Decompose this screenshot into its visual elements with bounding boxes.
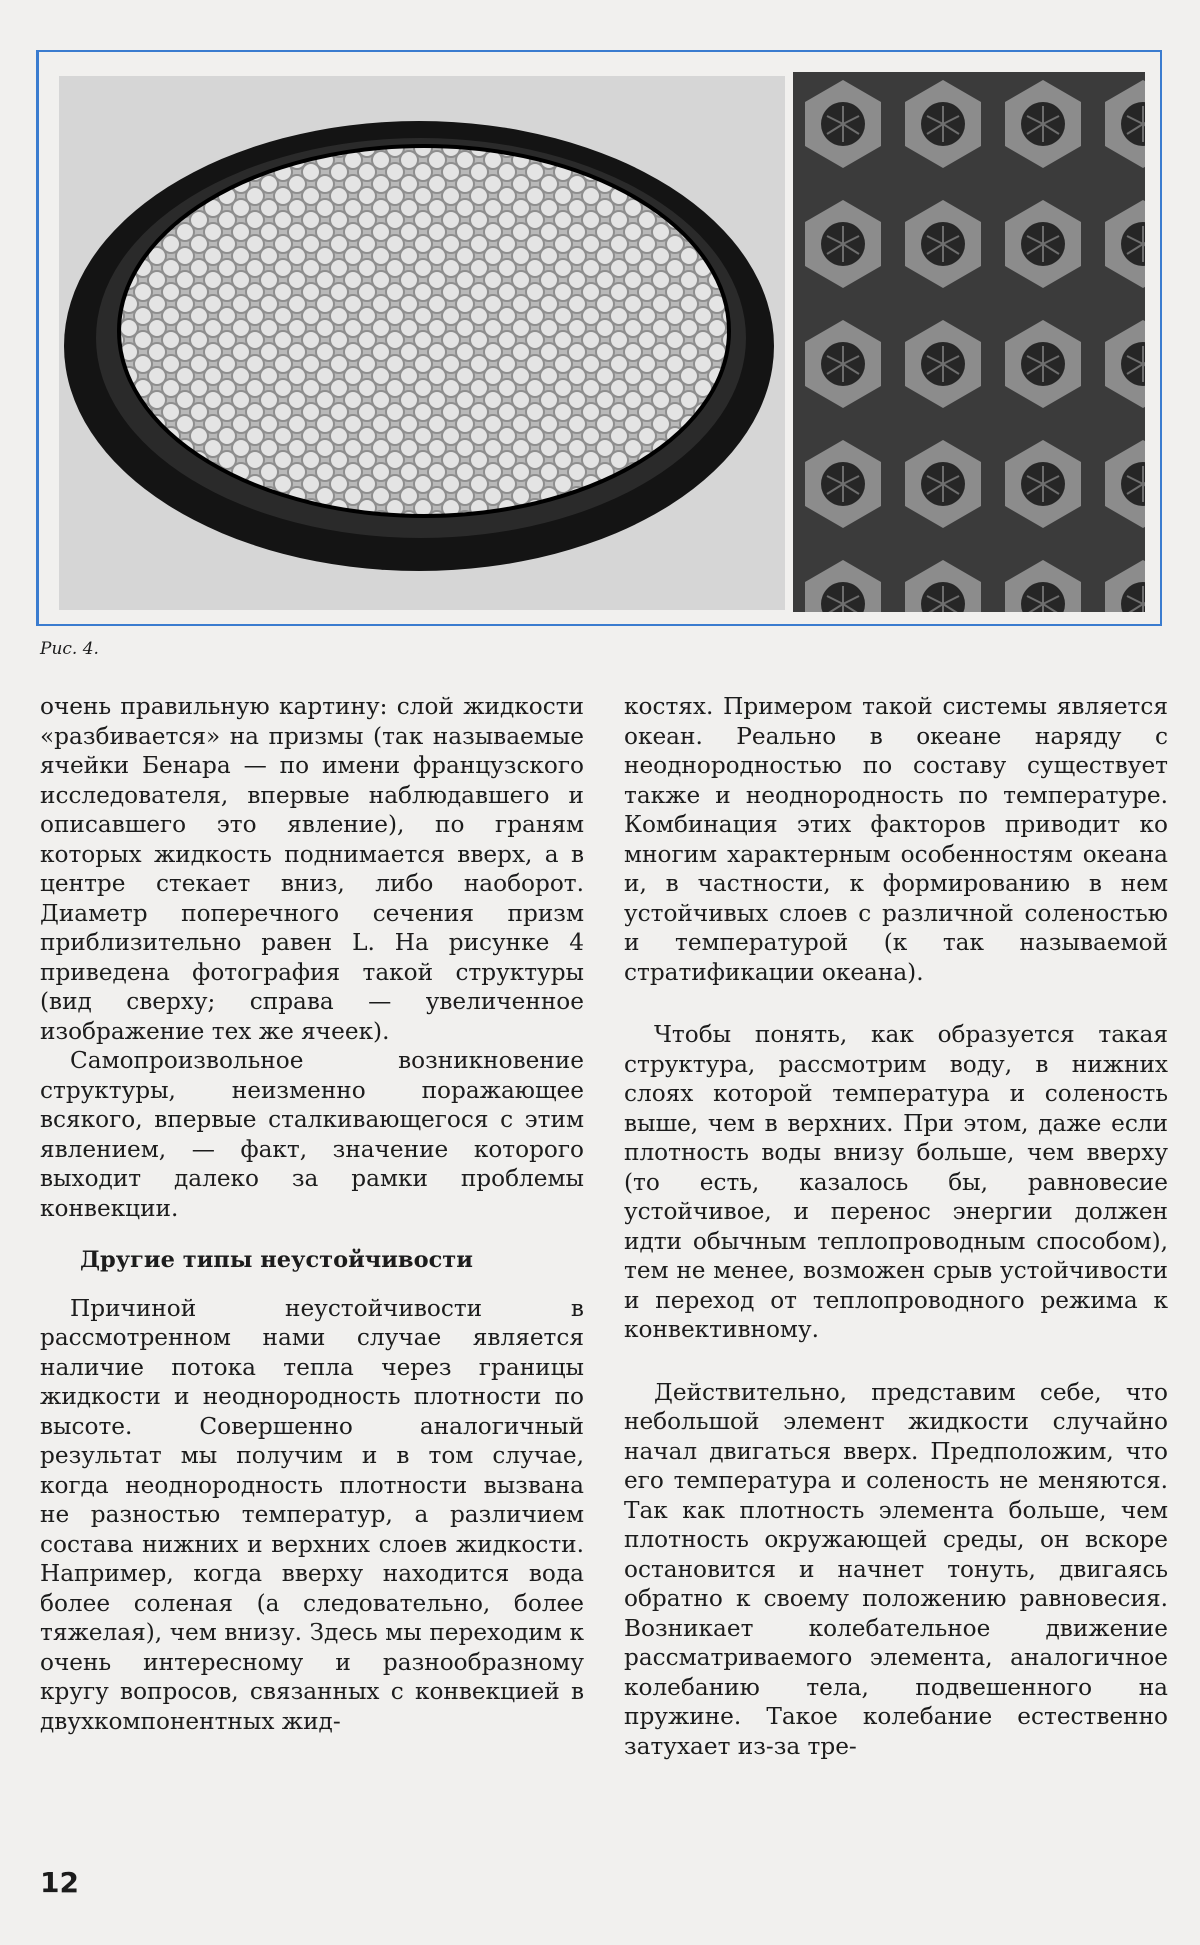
paragraph: костях. Примером такой системы является океан. Реально в океане наряду с неоднородностью по составу существует также и неоднородность по температуре. Комбинация этих факторов приводит ко многим характерным особенностям океана и, в частности, к формированию в нем устойчивых слоев с различной соленостью и температурой (к так называемой стратификации океана). [624, 693, 1168, 986]
dish-photo [59, 76, 785, 610]
zoomed-cells-photo [793, 72, 1145, 612]
left-column [40, 692, 584, 1736]
paragraph: Чтобы понять, как образуется такая структура, рассмотрим воду, в нижних слоях которой температура и соленость выше, чем в верхних. При этом, даже если плотность воды внизу больше, чем вверху (то есть, казалось бы, равновесие устойчивое, и перенос энергии должен идти обычным теплопроводным способом), тем не менее, возможен срыв устойчивости и переход от теплопроводного режима к конвективному. [624, 1021, 1168, 1343]
figure-caption: Рис. 4. [40, 639, 99, 659]
paragraph: Действительно, представим себе, что небольшой элемент жидкости случайно начал двигаться вверх. Предположим, что его температура и соленость не меняются. Так как плотность элемента больше, чем плотность окружающей среды, он вскоре остановится и начнет тонуть, двигаясь обратно к своему положению равновесия. Возникает колебательное движение рассматриваемого элемента, аналогичное колебанию тела, подвешенного на пружине. Такое колебание естественно затухает из-за тре- [624, 1378, 1168, 1760]
dish-fluid-surface [119, 146, 729, 516]
paragraph: Самопроизвольное возникновение структуры, неизменно поражающее всякого, впервые сталкивающегося с этим явлением, — факт, значение которого выходит далеко за рамки проблемы конвекции. [40, 1047, 584, 1222]
paragraph: Причиной неустойчивости в рассмотренном нами случае является наличие потока тепла через границы жидкости и неоднородность плотности по высоте. Совершенно аналогичный результат мы получим и в том случае, когда неоднородность плотности вызвана не разностью температур, а различием состава нижних и верхних слоев жидкости. Например, когда вверху находится вода более соленая (а следовательно, более тяжелая), чем внизу. Здесь мы переходим к очень интересному и разнообразному кругу вопросов, связанных с конвекцией в двухкомпонентных жид- [40, 1294, 584, 1735]
right-column [624, 692, 1168, 1761]
paragraph: очень правильную картину: слой жидкости «разбивается» на призмы (так называемые ячейки Бенара — по имени французского исследователя, впервые наблюдавшего и описавшего это явление), по граням которых жидкость поднимается вверх, а в центре стекает вниз, либо наоборот. Диаметр поперечного сечения призм приблизительно равен L. На рисунке 4 приведена фотография такой структуры (вид сверху; справа — увеличенное изображение тех же ячеек). [40, 693, 584, 1045]
page-number: 12 [40, 1866, 79, 1899]
figure-frame [36, 50, 1162, 626]
section-heading: Другие типы неустойчивости [80, 1247, 473, 1273]
